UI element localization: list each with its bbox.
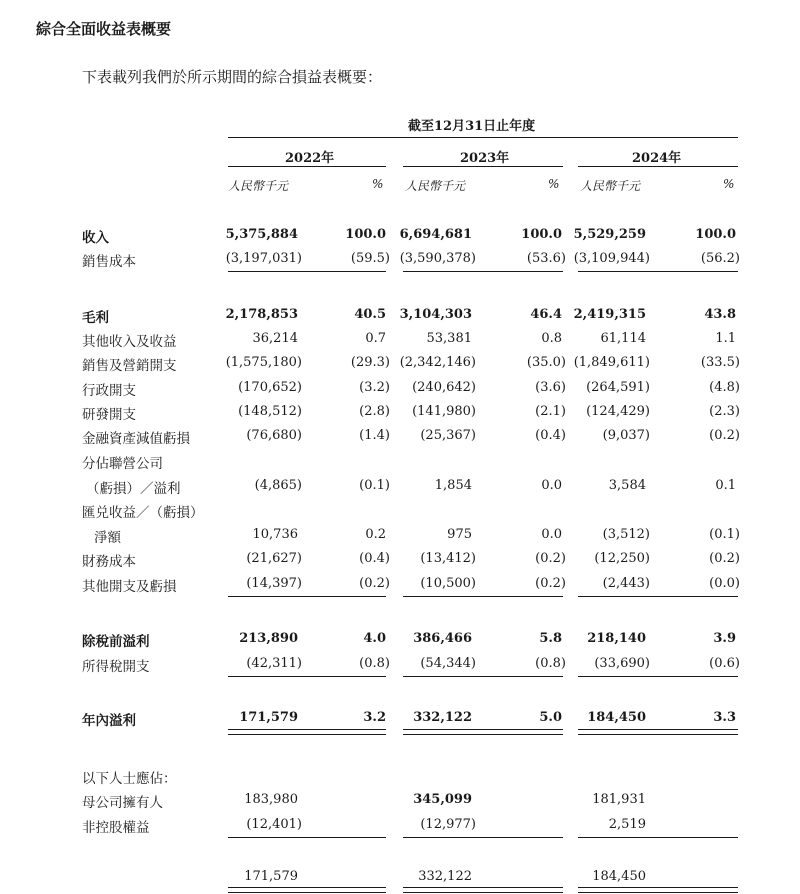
cell: 10,736 [252,527,298,542]
cell: 3,104,303 [399,307,472,322]
cell: 61,114 [600,331,646,346]
cell: 53,381 [426,331,472,346]
cell: (2,342,146) [399,355,476,370]
rule [578,676,738,677]
cell: (3,590,378) [399,251,476,266]
cell: 332,122 [413,710,472,725]
cell: (2.3) [709,404,740,419]
row-label-other-income: 其他收入及收益 [82,334,177,350]
rule [228,596,386,597]
double-rule [578,729,738,735]
cell: (25,367) [420,428,476,443]
row-label-associates-line1: 分佔聯營公司 [82,456,163,472]
rule [228,676,386,677]
cell: (29.3) [350,355,390,370]
rule [403,676,563,677]
cell: (170,652) [238,380,302,395]
cell: (148,512) [238,404,302,419]
cell: (264,591) [586,380,650,395]
pct-label-2022: % [372,177,384,191]
cell: (14,397) [246,576,302,591]
cell: 46.4 [530,307,562,322]
cell: (33,690) [594,656,650,671]
cell: (0.2) [709,551,740,566]
cell: 0.1 [715,478,736,493]
cell: 345,099 [413,792,472,807]
cell: 5,375,884 [225,227,298,242]
cell: 1,854 [434,478,472,493]
cell: (0.1) [709,527,740,542]
rule [228,271,386,272]
cell: 3.2 [363,710,386,725]
cell: 332,122 [418,869,472,884]
cell: 171,579 [239,710,298,725]
cell: (0.2) [359,576,390,591]
cell: 40.5 [354,307,386,322]
cell: (2,443) [602,576,650,591]
unit-label-2023: 人民幣千元 [405,179,466,193]
double-rule [578,887,738,893]
cell: (33.5) [700,355,740,370]
year-rule-2024 [578,166,738,167]
cell: 184,450 [587,710,646,725]
cell: (1,849,611) [573,355,650,370]
cell: (76,680) [246,428,302,443]
cell: (56.2) [700,251,740,266]
cell: (3.2) [359,380,390,395]
row-label-fx: 淨額 [94,530,121,546]
cell: 183,980 [244,792,298,807]
cell: (1.4) [359,428,390,443]
cell: 2,519 [608,817,646,832]
rule [578,596,738,597]
header-rule [228,137,738,138]
rule [578,271,738,272]
row-label-impairment: 金融資產減值虧損 [82,431,190,447]
cell: 100.0 [695,227,736,242]
period-header: 截至12月31日止年度 [408,119,536,134]
cell: 975 [447,527,472,542]
cell: 3.9 [713,631,736,646]
year-rule-2022 [228,166,386,167]
cell: 184,450 [592,869,646,884]
cell: (12,977) [420,817,476,832]
cell: 36,214 [252,331,298,346]
unit-label-2022: 人民幣千元 [228,179,289,193]
double-rule [228,887,386,893]
cell: (0.6) [709,656,740,671]
rule [228,837,386,838]
cell: (2.1) [535,404,566,419]
cell: 4.0 [363,631,386,646]
rule [403,271,563,272]
cell: (3,109,944) [573,251,650,266]
row-label-income-tax: 所得稅開支 [82,659,150,675]
cell: (0.0) [709,576,740,591]
cell: 0.0 [541,478,562,493]
cell: (0.8) [535,656,566,671]
row-label-revenue: 收入 [82,230,109,246]
cell: (13,412) [420,551,476,566]
cell: 0.8 [541,331,562,346]
row-label-associates: （虧損）／溢利 [86,481,181,497]
rule [403,596,563,597]
year-2024: 2024年 [632,151,682,166]
cell: (53.6) [526,251,566,266]
cell: (4,865) [254,478,302,493]
cell: (124,429) [586,404,650,419]
cell: (141,980) [412,404,476,419]
double-rule [403,729,563,735]
cell: 0.2 [365,527,386,542]
row-label-finance-costs: 財務成本 [82,554,136,570]
cell: (240,642) [412,380,476,395]
rule [578,837,738,838]
cell: (12,250) [594,551,650,566]
cell: (3.6) [535,380,566,395]
cell: 100.0 [345,227,386,242]
cell: 218,140 [587,631,646,646]
intro-text: 下表載列我們於所示期間的綜合損益表概要： [82,68,383,86]
row-label-admin: 行政開支 [82,383,136,399]
rule [403,837,563,838]
cell: (3,197,031) [225,251,302,266]
row-label-fx-line1: 匯兑收益／（虧損） [82,505,204,521]
cell: (1,575,180) [225,355,302,370]
cell: (12,401) [246,817,302,832]
cell: 43.8 [704,307,736,322]
cell: 386,466 [413,631,472,646]
year-rule-2023 [403,166,563,167]
row-label-profit-for-year: 年內溢利 [82,713,136,729]
cell: (4.8) [709,380,740,395]
cell: (9,037) [602,428,650,443]
cell: 181,931 [592,792,646,807]
row-label-gross-profit: 毛利 [82,310,109,326]
cell: (21,627) [246,551,302,566]
section-title: 綜合全面收益表概要 [36,20,172,38]
cell: 0.0 [541,527,562,542]
cell: 213,890 [239,631,298,646]
cell: 5.8 [539,631,562,646]
cell: (0.2) [535,576,566,591]
cell: (0.2) [709,428,740,443]
cell: 2,178,853 [225,307,298,322]
cell: (10,500) [420,576,476,591]
year-2022: 2022年 [285,151,335,166]
row-label-profit-before-tax: 除稅前溢利 [82,634,150,650]
cell: 6,694,681 [399,227,472,242]
cell: (2.8) [359,404,390,419]
cell: (0.8) [359,656,390,671]
attributable-heading: 以下人士應佔： [82,771,177,787]
cell: (3,512) [602,527,650,542]
row-label-owners: 母公司擁有人 [82,795,163,811]
cell: 5,529,259 [573,227,646,242]
cell: (35.0) [526,355,566,370]
row-label-non-controlling: 非控股權益 [82,820,150,836]
cell: (0.4) [535,428,566,443]
cell: (0.2) [535,551,566,566]
cell: 171,579 [244,869,298,884]
row-label-rnd: 研發開支 [82,407,136,423]
unit-label-2024: 人民幣千元 [580,179,641,193]
year-2023: 2023年 [460,151,510,166]
cell: 1.1 [715,331,736,346]
cell: (42,311) [246,656,302,671]
cell: (59.5) [350,251,390,266]
cell: (0.4) [359,551,390,566]
row-label-other-expenses: 其他開支及虧損 [82,579,177,595]
pct-label-2024: % [723,177,735,191]
double-rule [228,729,386,735]
cell: 100.0 [521,227,562,242]
cell: (54,344) [420,656,476,671]
cell: 3.3 [713,710,736,725]
row-label-selling: 銷售及營銷開支 [82,358,177,374]
cell: 5.0 [539,710,562,725]
row-label-cost-of-sales: 銷售成本 [82,254,136,270]
pct-label-2023: % [548,177,560,191]
double-rule [403,887,563,893]
cell: 0.7 [365,331,386,346]
cell: (0.1) [359,478,390,493]
cell: 3,584 [608,478,646,493]
cell: 2,419,315 [573,307,646,322]
